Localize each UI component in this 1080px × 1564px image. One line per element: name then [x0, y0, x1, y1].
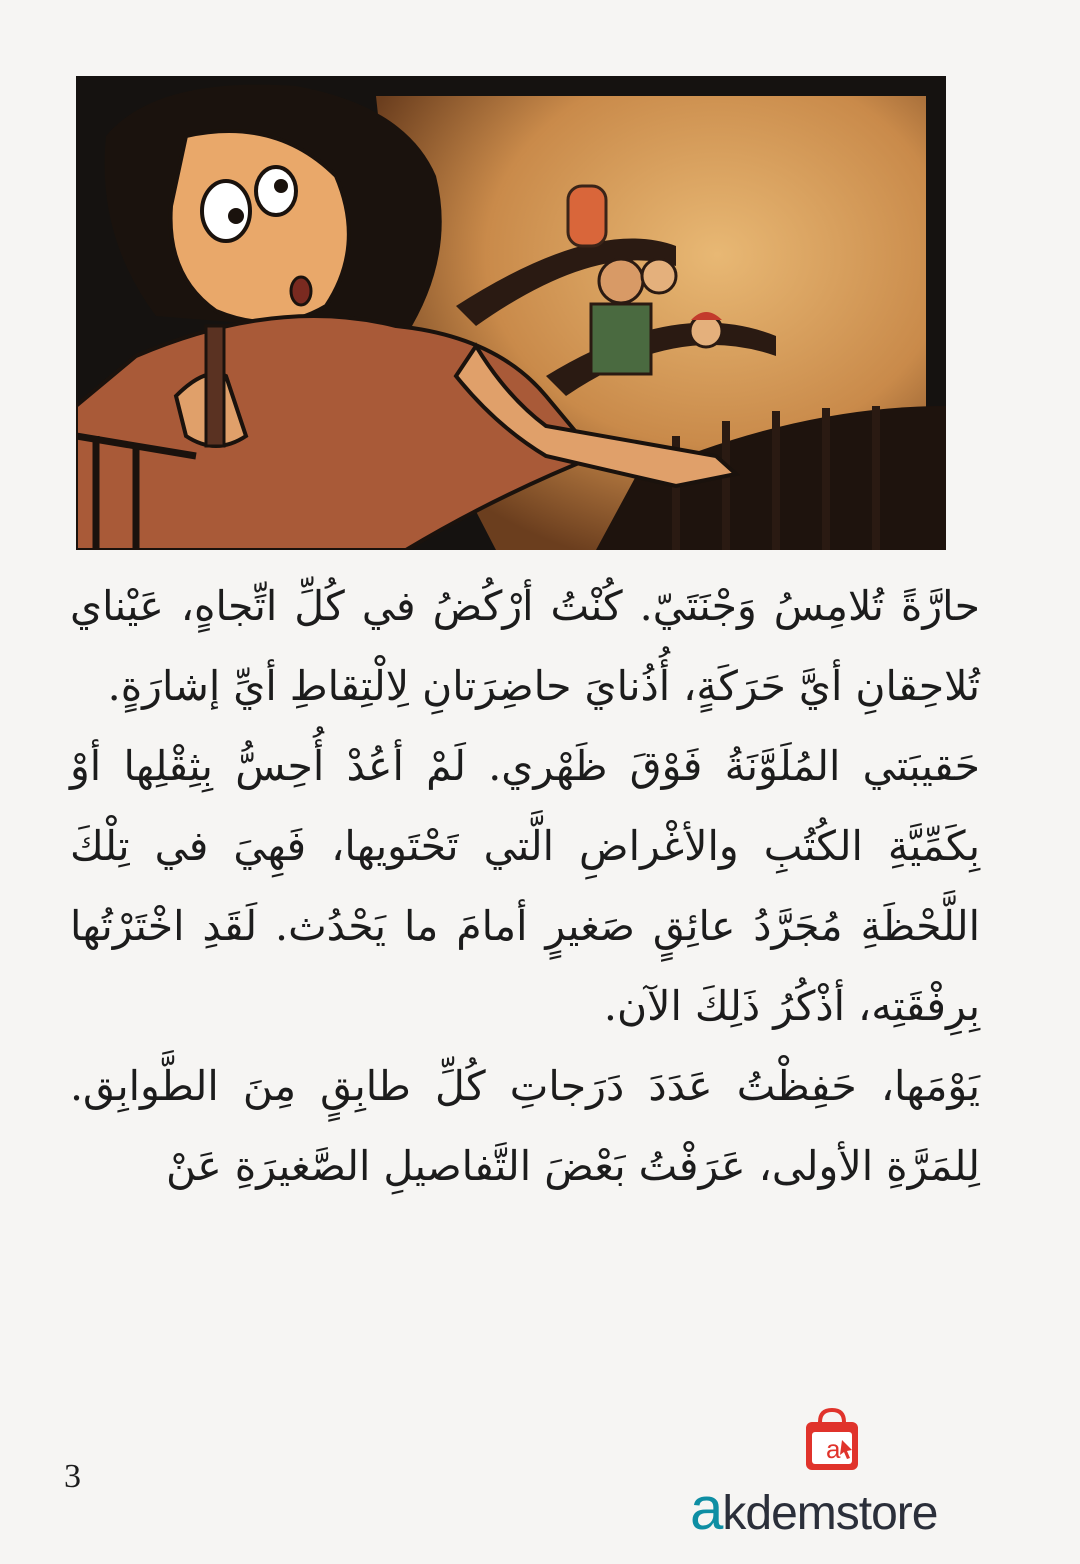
logo-badge-letter: a — [826, 1434, 841, 1464]
paragraph-1: حارَّةً تُلامِسُ وَجْنَتَيّ. كُنْتُ أرْكُضُ في كُلِّ اتِّجاهٍ، عَيْناي تُلاحِقانِ أيَّ حَرَكَةٍ، أُذُنايَ حاضِرَتانِ لِالْتِقاطِ أيِّ إشارَةٍ. — [70, 582, 980, 710]
story-text — [70, 566, 980, 1206]
mother-figure — [642, 259, 676, 293]
bag-strap — [206, 326, 224, 446]
akdemstore-logo — [690, 1408, 990, 1558]
paragraph-3: يَوْمَها، حَفِظْتُ عَدَدَ دَرَجاتِ كُلِّ طابِقٍ مِنَ الطَّوابِق. لِلمَرَّةِ الأولى، عَرَفْتُ بَعْضَ التَّفاصيلِ الصَّغيرَةِ عَنْ — [70, 1062, 980, 1190]
father-figure — [599, 259, 643, 303]
story-illustration — [76, 76, 946, 550]
shopping-bag-icon — [802, 1408, 862, 1472]
logo-wordmark-accent: a — [690, 1475, 723, 1542]
paragraph-2: حَقيبَتي المُلَوَّنَةُ فَوْقَ ظَهْري. لَمْ أعُدْ أُحِسُّ بِثِقْلِها أوْ بِكَمِّيَّةِ الكُتُبِ والأغْراضِ الَّتي تَحْتَويها، فَهِيَ في تِلْكَ اللَّحْظَةِ مُجَرَّدُ عائِقٍ صَغيرٍ أمامَ ما يَحْدُث. لَقَدِ اخْتَرْتُها بِرِفْقَتِه، أذْكُرُ ذَلِكَ الآن. — [70, 742, 980, 1030]
logo-wordmark — [690, 1474, 990, 1543]
illustration-svg — [76, 76, 946, 550]
page-number: 3 — [64, 1458, 81, 1495]
window-icon — [568, 186, 606, 246]
logo-wordmark-rest: kdemstore — [722, 1487, 938, 1540]
